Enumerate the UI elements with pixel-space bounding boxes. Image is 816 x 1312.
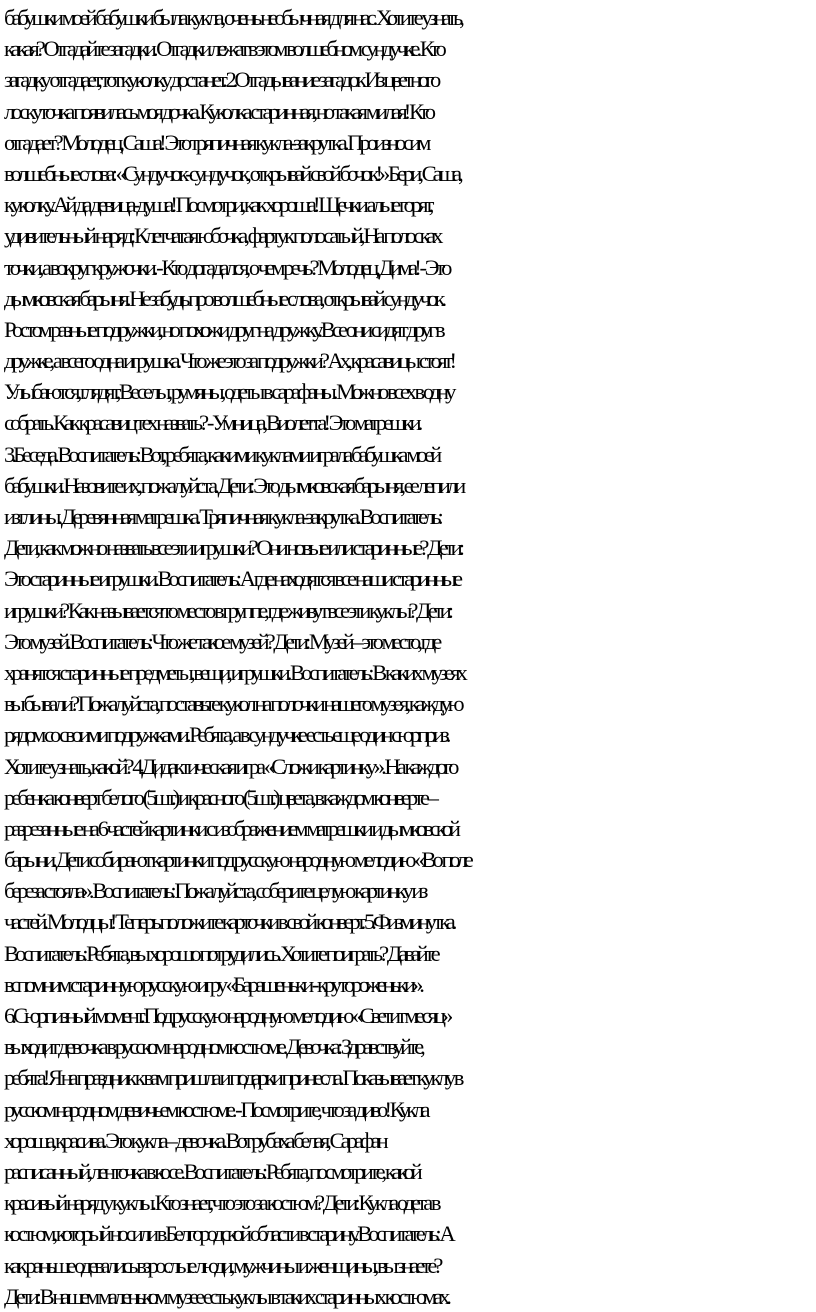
text-line: рядом со своими подружками. Ребята, а в сундучке есть еще один сюрприз. <box>4 722 448 748</box>
text-line: отгадает? Молодец, Саша! Это тряпичная кукла-закрутка. Произносим <box>4 129 428 155</box>
text-line: Это старинные игрушки. Воспитатель: А где находятся все наши старинные <box>4 566 459 592</box>
text-line: хранятся старинные предметы, вещи, игрушки. Воспитатель: В каких музеях <box>4 659 464 685</box>
text-line: бабушки моей бабушки была кукла, очень необычная для нас. Хотите узнать, <box>4 5 461 30</box>
text-line: какая? Отгадайте загадки. Отгадки лежат в этом волшебном сундучке. Кто <box>4 36 443 62</box>
text-line: как раньше одевались взрослые люди, мужчины и женщины, вы знаете? <box>4 1252 440 1278</box>
document-text <box>4 2 816 1312</box>
text-line: дымковская барыня. Не забудь про волшебные слова, открывай сундучок. <box>4 285 443 311</box>
text-line: лоскуточка появилась моя дочка. Куколка старинная, но такая милая! Кто <box>4 98 433 124</box>
text-line: Ростом разные подружки, но похожи друг на дружку. Все они сидят друг в <box>4 316 442 342</box>
text-line: красивый наряд у куклы. Кто знает, что это за костюм? Дети: Кукла одета в <box>4 1190 438 1216</box>
text-line: Воспитатель: Ребята, вы хорошо потрудились. Хотите поиграть? Давайте <box>4 940 437 966</box>
text-line: русском народном девичьем костюме. - Посмотрите, что за диво! Кукла <box>4 1096 427 1122</box>
text-line: дружке, а всего одна игрушка. Что же это за подружки? Ах, красавицы стоят! <box>4 348 454 374</box>
text-line: вы бывали? Пожалуйста, поставьте кукол на полочки нашего музея, каждую <box>4 691 461 717</box>
text-line: бабушки. Назовите их, пожалуйста. Дети: Это дымковская барыня, ее лепили <box>4 472 463 498</box>
text-line: волшебные слова: «Сундучок-сундучок, открывай свой бочок!» Бери, Саша, <box>4 160 460 186</box>
text-line: расписанный, ленточка в косе. Воспитатель: Ребята, посмотрите, какой <box>4 1158 419 1184</box>
text-line: Дети: В нашем маленьком музее есть куклы в таких старинных костюмах. <box>4 1283 448 1309</box>
text-line: Это музей. Воспитатель: Что же такое музей? Дети: Музей – это место, где <box>4 628 439 654</box>
text-line: Дети, как можно назвать все эти игрушки? Они новые или старинные? Дети: <box>4 535 462 561</box>
text-line: игрушки? Как называется то место в группе, где живут все эти куклы? Дети: <box>4 597 451 623</box>
text-line: ребенка конверт белого (5шт.) и красного (5шт.) цвета, в каждом конверте – <box>4 784 435 810</box>
text-line: 6.Сюрпизный момент. Под русскую народную мелодию «Светит месяц» <box>4 1003 450 1028</box>
text-line: куколку. Ай да девица-душа! Посмотри, как хороша! Щечки алые горят, <box>4 192 431 218</box>
text-line: хороша, красива. Это кукла – девочка. Вот рубаха белая, Сарафан <box>4 1127 385 1153</box>
text-line: загадку отгадает, тот куколку достанет. 2.Отгадывание загадок Из цветного <box>4 67 438 93</box>
text-line: береза стояла». Воспитатель: Пожалуйста, соберите целую картинку из <box>4 878 425 904</box>
text-line: разрезанные на 6 частей картинки с изображением матрешки и дымковской <box>4 815 458 841</box>
text-line: ребята! Я на праздник к вам пришла и подарки принесла. Показывает куклу в <box>4 1065 461 1091</box>
text-line: вспомним старинную русскую игру «Барашеньки - крутороженьки». <box>4 971 421 997</box>
text-line: Улыбаются, глядят, Веселы, румяны, одеты в сарафаны. Можно всех в одну <box>4 379 453 405</box>
text-line: Хотите узнать, какой? 4.Дидактическая игра «Сложи картинку». На каждого <box>4 753 456 779</box>
text-line: удивительный наряд: Клетчатая юбочка, фартук полосатый, На полосках <box>4 223 440 249</box>
text-line: из глины. Деревянная матрешка. Тряпичная кукла-закрутка. Воспитатель: <box>4 504 440 529</box>
text-line: 3.Беседа. Воспитатель: Вот, ребята, какими куклами играла бабушка моей <box>4 441 439 467</box>
text-line: выходит девочка в русском народном костюме. Девочка: Здравствуйте, <box>4 1034 422 1060</box>
text-line: барыни. Дети собирают картинки под русскую народную мелодию «Во поле <box>4 847 470 873</box>
text-line: костюм, который носили в Белгородской области в старину. Воспитатель: А <box>4 1221 452 1247</box>
text-line: частей. Молодцы! Теперь положите карточки в свой конверт. 5.Физминутка. <box>4 909 454 935</box>
text-line: собрать. Как красавиц тех назвать? - Умница, Виолетта! Это матрешки. <box>4 410 420 436</box>
text-line: точки, а вокруг кружочки. - Кто догадался, о чем речь? Молодец, Дима! - Это <box>4 254 449 280</box>
